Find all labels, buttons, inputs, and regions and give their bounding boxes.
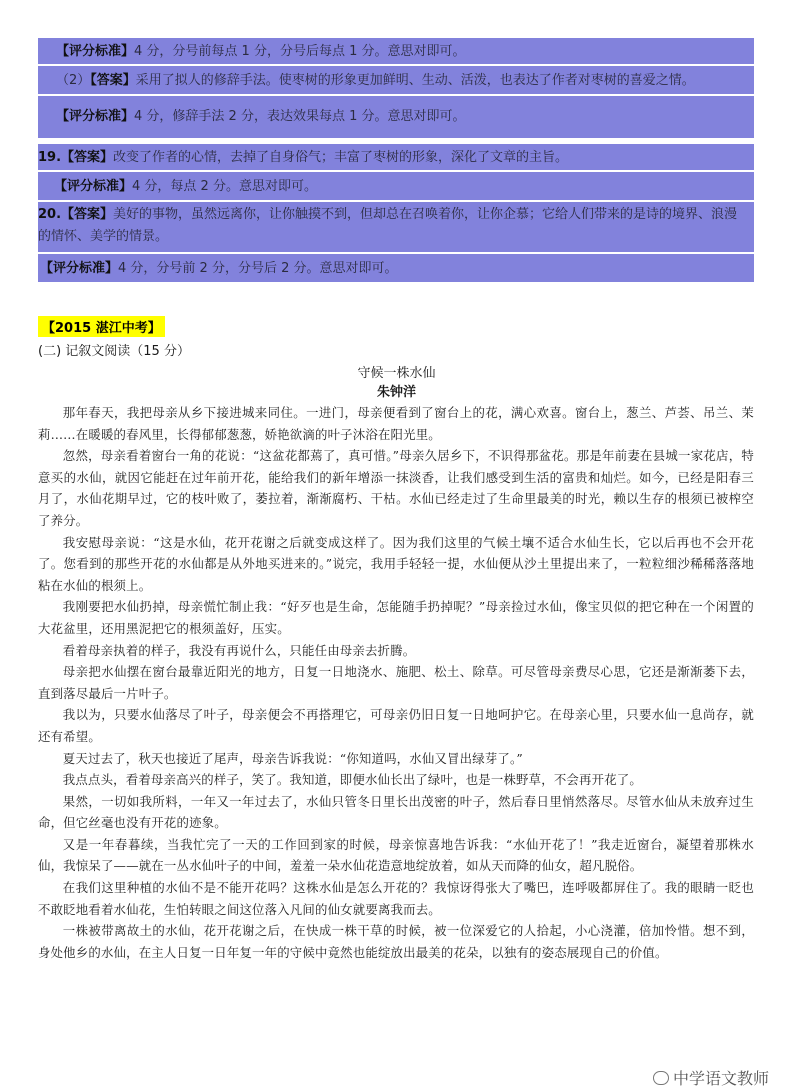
answer-band-1 <box>38 38 754 64</box>
answer-band-19 <box>38 144 754 170</box>
answer-band-3 <box>38 96 754 138</box>
watermark <box>653 1066 769 1089</box>
answer-label: 【答案】 <box>61 150 114 165</box>
paragraph: 又是一年春暮续，当我忙完了一天的工作回到家的时候，母亲惊喜地告诉我：“水仙开花了！”我走近窗台，凝望着那株水仙，我惊呆了——就在一丛水仙叶子的中间，羞羞一朵水仙花造意地绽放着，如从天而降的仙女，超凡脱俗。 <box>38 836 754 874</box>
answer-prefix: （2） <box>56 73 91 88</box>
answer-label: 【答案】 <box>90 73 136 88</box>
scoring-label: 【评分标准】 <box>54 179 133 194</box>
question-number: 19. <box>38 150 62 165</box>
scoring-text: 4 分，修辞手法 2 分，表达效果每点 1 分。意思对即可。 <box>134 109 466 124</box>
answer-label: 【答案】 <box>61 207 114 222</box>
paragraph: 在我们这里种植的水仙不是不能开花吗？这株水仙是怎么开花的？我惊讶得张大了嘴巴，连呼吸都屏住了。我的眼睛一眨也不敢眨地看着水仙花，生怕转眼之间这位落入凡间的仙女就要离我而去。 <box>38 880 754 917</box>
answer-band-20 <box>38 202 754 252</box>
scoring-label: 【评分标准】 <box>56 109 135 124</box>
article-title: 守候一株水仙 <box>357 366 436 381</box>
paragraph: 我刚要把水仙扔掉，母亲慌忙制止我：“好歹也是生命，怎能随手扔掉呢？”母亲捡过水仙，像宝贝似的把它种在一个闲置的大花盆里，还用黑泥把它的根须盖好，压实。 <box>38 599 754 636</box>
article-body <box>38 402 754 963</box>
scoring-text: 4 分，分号前 2 分，分号后 2 分。意思对即可。 <box>118 261 398 276</box>
paragraph: 一株被带离故土的水仙，花开花谢之后，在快成一株干草的时候，被一位深爱它的人拾起，小心浇灌，倍加怜惜。想不到，身处他乡的水仙，在主人日复一日年复一年的守候中竟然也能绽放出最美的花朵，以独有的姿态展现自己的价值。 <box>38 923 754 960</box>
answer-text: 采用了拟人的修辞手法。使枣树的形象更加鲜明、生动、活泼，也表达了作者对枣树的喜爱之情。 <box>135 73 695 88</box>
answer-text: 改变了作者的心情，去掉了自身俗气；丰富了枣树的形象，深化了文章的主旨。 <box>113 150 569 165</box>
wechat-icon <box>653 1071 669 1085</box>
paragraph: 忽然，母亲看着窗台一角的花说：“这盆花都蔫了，真可惜。”母亲久居乡下，不识得那盆花。那是年前妻在县城一家花店，特意买的水仙，就因它能赶在过年前开花，能给我们的新年增添一抹淡香，让我们感受到生活的富贵和灿烂。如今，已经是阳春三月了，水仙花期早过，它的枝叶败了，萎拉着，渐渐腐朽、干枯。水仙已经走过了生命里最美的时光，赖以生存的根须已被榨空了养分。 <box>38 448 754 528</box>
answer-text: 美好的事物，虽然远离你，让你触摸不到，但却总在召唤着你，让你企慕；它给人们带来的是诗的境界、浪漫的情怀、美学的情景。 <box>38 207 738 244</box>
section-subtitle: (二) 记叙文阅读（15 分） <box>38 344 190 359</box>
paragraph: 我安慰母亲说：“这是水仙，花开花谢之后就变成这样了。因为我们这里的气候土壤不适合水仙生长，它以后再也不会开花了。您看到的那些开花的水仙都是从外地买进来的。”说完，我用手轻轻一提，水仙便从沙土里提出来了，一粒粒细沙稀稀落落地粘在水仙的根须上。 <box>38 534 754 593</box>
article-author: 朱钟洋 <box>376 385 416 400</box>
exam-source-tag: 【2015 湛江中考】 <box>38 316 165 337</box>
paragraph: 母亲把水仙摆在窗台最靠近阳光的地方，日复一日地浇水、施肥、松土、除草。可尽管母亲费尽心思，它还是渐渐萎下去，直到落尽最后一片叶子。 <box>38 664 754 701</box>
scoring-text: 4 分，分号前每点 1 分，分号后每点 1 分。意思对即可。 <box>134 44 466 59</box>
paragraph: 那年春天，我把母亲从乡下接进城来同住。一进门，母亲便看到了窗台上的花，满心欢喜。窗台上，葱兰、芦荟、吊兰、茉莉……在暖暖的春风里，长得郁郁葱葱，娇艳欲滴的叶子沐浴在阳光里。 <box>38 405 754 442</box>
scoring-label: 【评分标准】 <box>56 44 135 59</box>
watermark-text: 中学语文教师 <box>672 1069 769 1088</box>
paragraph: 我以为，只要水仙落尽了叶子，母亲便会不再搭理它，可母亲仍旧日复一日地呵护它。在母亲心里，只要水仙一息尚存，就还有希望。 <box>38 707 754 744</box>
scoring-text: 4 分，每点 2 分。意思对即可。 <box>132 179 317 194</box>
paragraph: 看着母亲执着的样子，我没有再说什么，只能任由母亲去折腾。 <box>62 642 416 658</box>
answer-band-2 <box>38 66 754 94</box>
paragraph: 果然，一切如我所料，一年又一年过去了，水仙只管冬日里长出茂密的叶子，然后春日里悄然落尽。尽管水仙从未放弃过生命，但它丝毫也没有开花的迹象。 <box>38 793 754 831</box>
answer-band-20-scoring <box>38 254 754 282</box>
paragraph: 我点点头，看着母亲高兴的样子，笑了。我知道，即便水仙长出了绿叶，也是一株野草，不会再开花了。 <box>62 772 642 788</box>
answer-band-19-scoring <box>38 172 754 200</box>
paragraph: 夏天过去了，秋天也接近了尾声，母亲告诉我说：“你知道吗，水仙又冒出绿芽了。” <box>62 750 523 766</box>
scoring-label: 【评分标准】 <box>40 261 119 276</box>
question-number: 20. <box>38 207 62 222</box>
